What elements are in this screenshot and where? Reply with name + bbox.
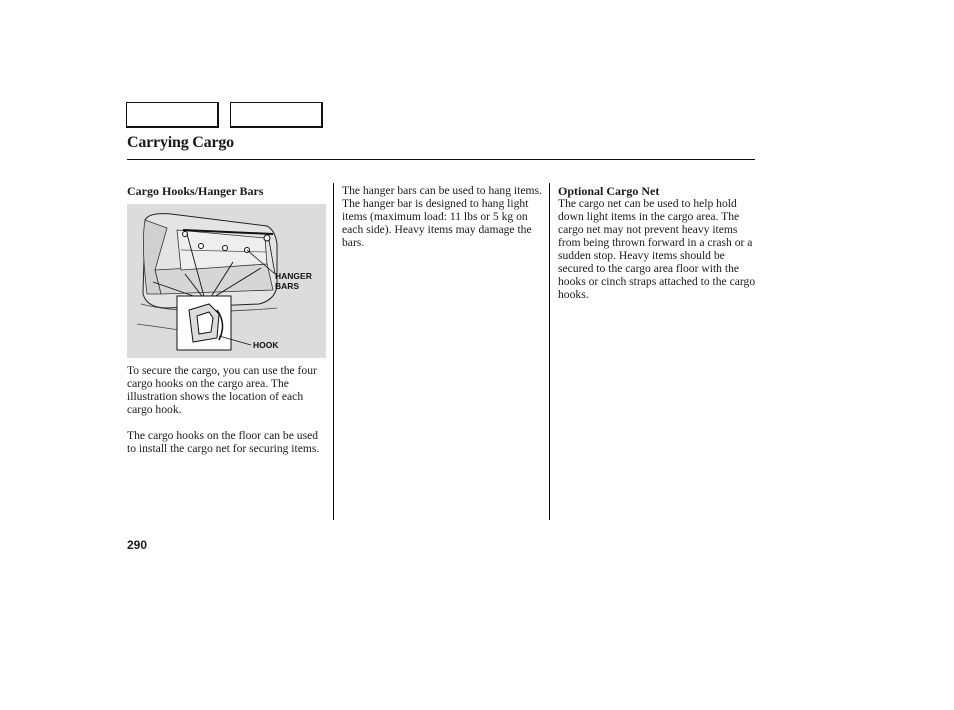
cargo-hooks-heading: Cargo Hooks/Hanger Bars	[127, 184, 264, 198]
page-number: 290	[127, 538, 148, 552]
hook-label: HOOK	[253, 340, 279, 350]
hanger-bars-label: HANGER BARS	[275, 271, 312, 291]
cargo-area-illustration	[127, 204, 326, 358]
cargo-hooks-paragraph-2: The cargo hooks on the floor can be used to install the cargo net for securing items.	[127, 429, 320, 455]
column-divider-2	[549, 183, 550, 520]
section-tab-2[interactable]	[230, 102, 323, 128]
hanger-bars-paragraph: The hanger bars can be used to hang items. The hanger bar is designed to hang light items (maximum load: 11 lbs or 5 kg on each side). Heavy items may damage the bars.	[342, 184, 542, 249]
section-tab-1[interactable]	[126, 102, 219, 128]
title-divider	[127, 159, 755, 160]
page-title: Carrying Cargo	[127, 134, 234, 151]
column-divider-1	[333, 183, 334, 520]
cargo-net-heading: Optional Cargo Net	[558, 184, 660, 198]
cargo-net-paragraph: The cargo net can be used to help hold down light items in the cargo area. The cargo net may not prevent heavy items from being thrown forward in a crash or a sudden stop. Heavy items should be secured to the cargo area floor with the hooks or cinch straps attached to the cargo hooks.	[558, 197, 756, 301]
cargo-hooks-paragraph-1: To secure the cargo, you can use the four cargo hooks on the cargo area. The illustration shows the location of each cargo hook.	[127, 364, 317, 416]
